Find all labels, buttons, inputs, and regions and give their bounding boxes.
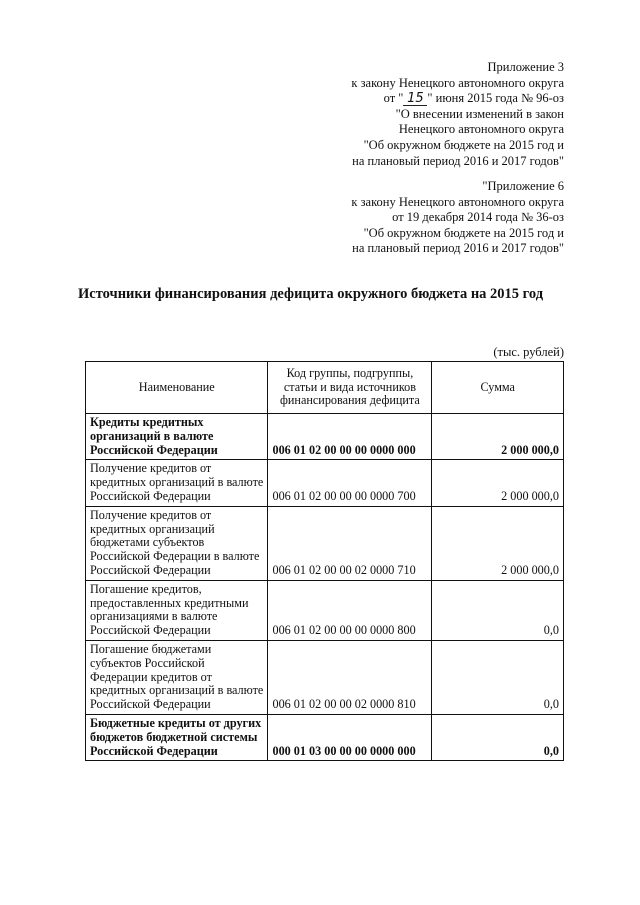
units-note: (тыс. рублей)	[493, 345, 564, 359]
cell-sum: 2 000 000,0	[432, 414, 564, 460]
header-code: Код группы, подгруппы, статьи и вида источников финансирования дефицита	[268, 362, 432, 414]
table-header-row	[86, 362, 564, 414]
cell-name: Погашение бюджетами субъектов Российской Федерации кредитов от кредитных организаций в валюте Российской Федерации	[86, 640, 268, 714]
table-row	[86, 714, 564, 760]
header-name: Наименование	[86, 362, 268, 414]
cell-code: 000 01 03 00 00 00 0000 000	[268, 714, 432, 760]
appendix-6-date: от 19 декабря 2014 года № 36-оз	[392, 210, 564, 225]
table-row	[86, 640, 564, 714]
handwritten-day: 15	[403, 92, 427, 106]
cell-code: 006 01 02 00 00 00 0000 700	[268, 460, 432, 506]
financing-sources-table	[85, 361, 564, 761]
appendix-3-header	[351, 60, 564, 169]
appendix-3-subject-line-3: "Об окружном бюджете на 2015 год и	[363, 137, 564, 152]
cell-name: Погашение кредитов, предоставленных кредитными организациями в валюте Российской Федерации	[86, 580, 268, 640]
cell-sum: 2 000 000,0	[432, 506, 564, 580]
cell-code: 006 01 02 00 00 00 0000 800	[268, 580, 432, 640]
cell-sum: 2 000 000,0	[432, 460, 564, 506]
cell-code: 006 01 02 00 00 02 0000 710	[268, 506, 432, 580]
cell-sum: 0,0	[432, 714, 564, 760]
appendix-3-title: Приложение 3	[487, 60, 564, 74]
cell-sum: 0,0	[432, 640, 564, 714]
appendix-6-subject-line-2: на плановый период 2016 и 2017 годов"	[352, 241, 564, 256]
appendix-3-subject-line-2: Ненецкого автономного округа	[398, 122, 564, 137]
appendix-6-law-ref: к закону Ненецкого автономного округа	[351, 194, 564, 209]
appendix-6-title: "Приложение 6	[482, 179, 564, 193]
cell-code: 006 01 02 00 00 00 0000 000	[268, 414, 432, 460]
header-sum: Сумма	[432, 362, 564, 414]
appendix-3-date	[351, 91, 564, 107]
cell-code: 006 01 02 00 00 02 0000 810	[268, 640, 432, 714]
table-body	[86, 414, 564, 761]
cell-sum: 0,0	[432, 580, 564, 640]
table-row	[86, 580, 564, 640]
appendix-6-subject-line-1: "Об окружном бюджете на 2015 год и	[363, 225, 564, 240]
appendix-3-date-suffix: " июня 2015 года № 96-оз	[427, 91, 564, 106]
appendix-3-subject-line-1: "О внесении изменений в закон	[395, 106, 564, 121]
appendix-3-date-prefix: от "	[383, 91, 404, 106]
appendix-3-subject-line-4: на плановый период 2016 и 2017 годов"	[352, 153, 564, 168]
table-row	[86, 414, 564, 460]
appendix-3-law-ref: к закону Ненецкого автономного округа	[351, 75, 564, 90]
cell-name: Бюджетные кредиты от других бюджетов бюджетной системы Российской Федерации	[86, 714, 268, 760]
table-row	[86, 460, 564, 506]
document-title: Источники финансирования дефицита окружного бюджета на 2015 год	[78, 286, 544, 302]
cell-name: Получение кредитов от кредитных организаций бюджетами субъектов Российской Федерации в валюте Российской Федерации	[86, 506, 268, 580]
cell-name: Получение кредитов от кредитных организаций в валюте Российской Федерации	[86, 460, 268, 506]
appendix-6-header	[351, 179, 564, 257]
cell-name: Кредиты кредитных организаций в валюте Российской Федерации	[86, 414, 268, 460]
table-row	[86, 506, 564, 580]
